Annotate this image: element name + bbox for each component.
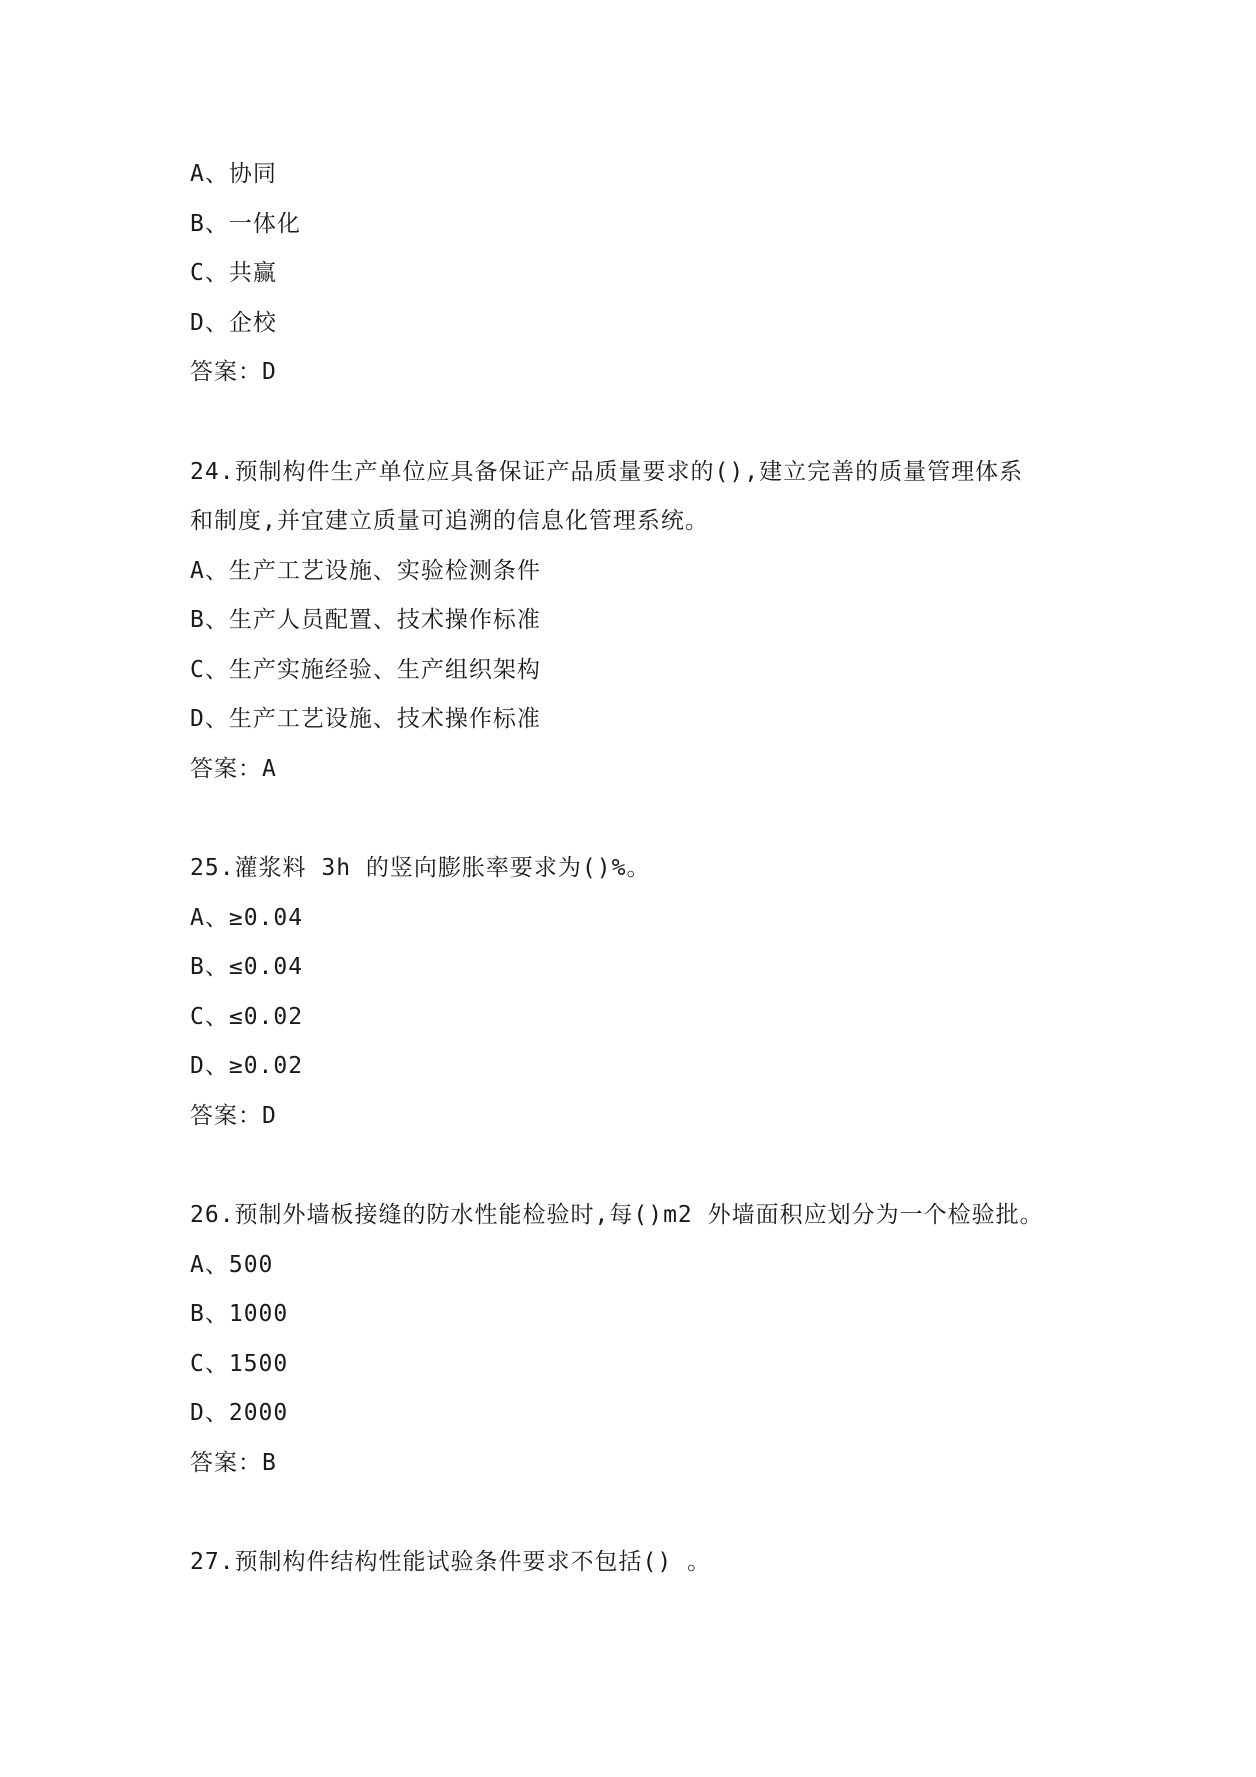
option-c: C、≤0.02 [190,1003,304,1030]
option-b: B、≤0.04 [190,954,304,980]
question-block [190,1191,1090,1488]
answer: 答案：D [190,1102,277,1129]
question-block [190,150,1090,398]
option-c: C、1500 [190,1350,289,1377]
option-d: D、2000 [190,1400,289,1426]
question-list [190,150,1090,1588]
answer: 答案：B [190,1449,277,1476]
question-stem: 27.预制构件结构性能试验条件要求不包括() 。 [190,1549,712,1575]
spacer [190,1488,1090,1538]
question-block [190,844,1090,1141]
option-a: A、协同 [190,161,277,187]
spacer [190,398,1090,448]
answer: 答案：D [190,359,277,385]
option-b: B、1000 [190,1301,289,1327]
option-c: C、共赢 [190,260,277,286]
question-stem-continued: 和制度,并宜建立质量可追溯的信息化管理系统。 [190,508,709,534]
answer: 答案：A [190,755,277,782]
option-b: B、生产人员配置、技术操作标准 [190,607,541,633]
option-a: A、≥0.04 [190,904,304,931]
spacer [190,794,1090,844]
option-a: A、生产工艺设施、实验检测条件 [190,557,541,584]
option-d: D、≥0.02 [190,1053,304,1079]
spacer [190,1141,1090,1191]
option-b: B、一体化 [190,210,301,237]
option-d: D、企校 [190,309,277,336]
option-c: C、生产实施经验、生产组织架构 [190,656,541,683]
question-block [190,1538,1090,1588]
question-stem: 24.预制构件生产单位应具备保证产品质量要求的(),建立完善的质量管理体系 [190,458,1024,485]
question-block [190,448,1090,795]
question-stem: 25.灌浆料 3h 的竖向膨胀率要求为()%。 [190,855,651,881]
option-d: D、生产工艺设施、技术操作标准 [190,706,541,732]
option-a: A、500 [190,1251,274,1278]
question-stem: 26.预制外墙板接缝的防水性能检验时,每()m2 外墙面积应划分为一个检验批。 [190,1202,1044,1228]
